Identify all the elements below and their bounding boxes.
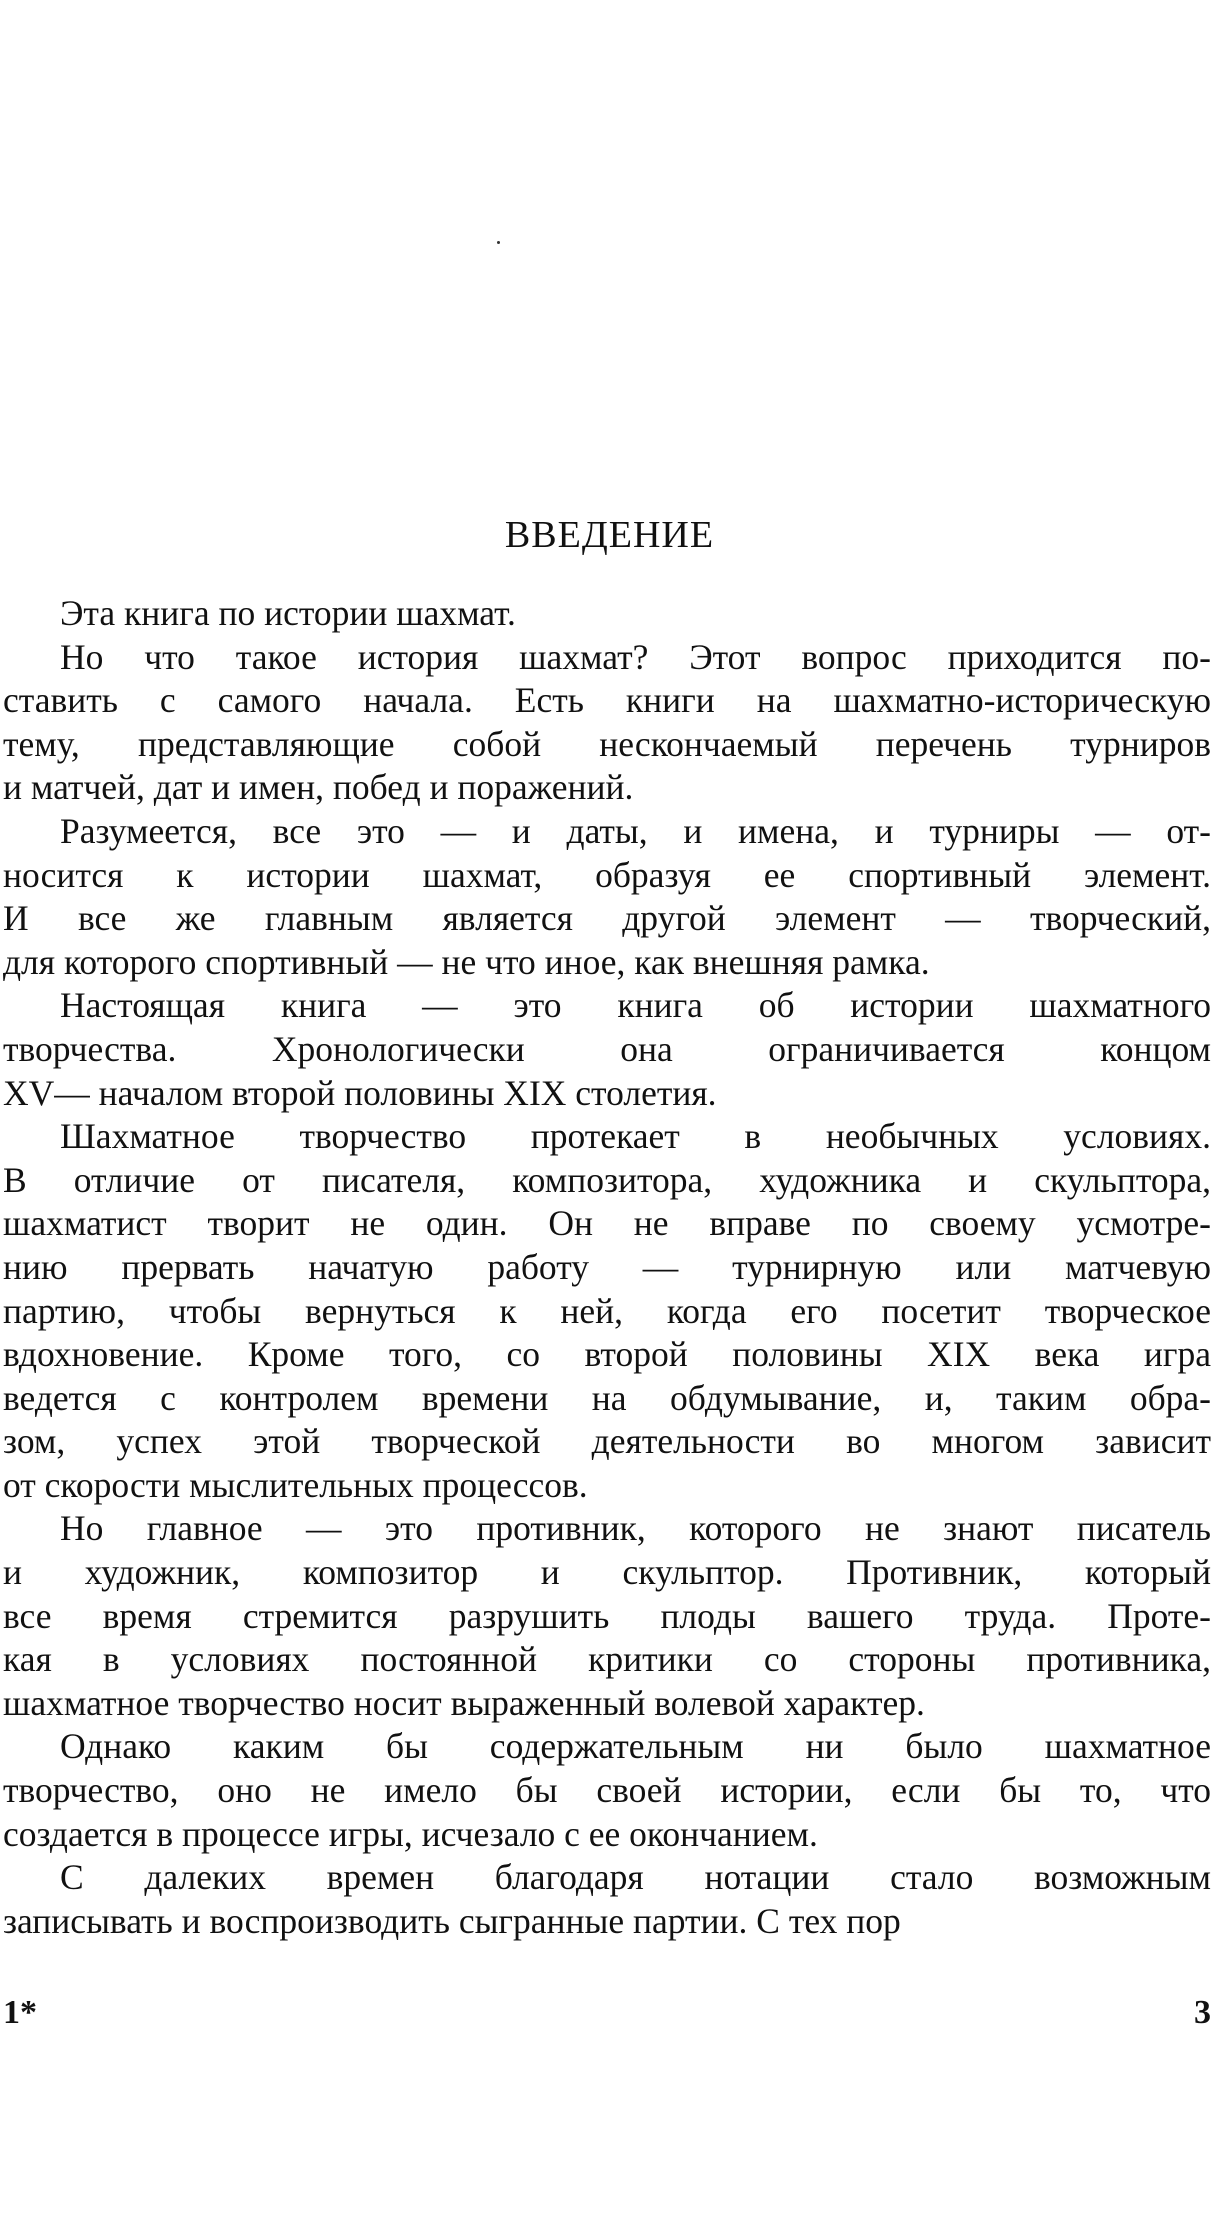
text-line: кая в условиях постоянной критики со стороны противника,	[3, 1639, 1211, 1680]
text-line: носится к истории шахмат, образуя ее спортивный элемент.	[3, 854, 1211, 895]
print-speck	[497, 241, 500, 244]
page-footer	[0, 1994, 1219, 2044]
paragraph	[3, 984, 1211, 1115]
text-line: Шахматное творчество протекает в необычных условиях.	[60, 1116, 1211, 1157]
text-line: творчество, оно не имело бы своей истории, если бы то, что	[3, 1770, 1211, 1811]
text-line: зом, успех этой творческой деятельности во многом зависит	[3, 1421, 1211, 1462]
body-text	[3, 592, 1211, 1943]
text-line: Однако каким бы содержательным ни было шахматное	[60, 1726, 1211, 1767]
text-line: шахматное творчество носит выраженный волевой характер.	[3, 1682, 925, 1723]
chapter-heading: ВВЕДЕНИЕ	[504, 514, 715, 556]
text-line: все время стремится разрушить плоды вашего труда. Проте-	[3, 1595, 1211, 1636]
text-line: ведется с контролем времени на обдумывание, и, таким обра-	[3, 1377, 1211, 1418]
text-line: создается в процессе игры, исчезало с ее окончанием.	[3, 1813, 818, 1854]
text-line: В отличие от писателя, композитора, художника и скульптора,	[3, 1159, 1211, 1200]
text-line: Эта книга по истории шахмат.	[60, 593, 516, 633]
text-line: Но что такое история шахмат? Этот вопрос приходится по-	[60, 636, 1211, 677]
text-line: для которого спортивный — не что иное, как внешняя рамка.	[3, 941, 930, 982]
text-line: творчества. Хронологически она ограничивается концом	[3, 1028, 1211, 1069]
text-line: и художник, композитор и скульптор. Противник, который	[3, 1552, 1211, 1593]
text-line: Но главное — это противник, которого не знают писатель	[60, 1508, 1211, 1549]
text-line: тему, представляющие собой нескончаемый перечень турниров	[3, 723, 1211, 764]
text-line: от скорости мыслительных процессов.	[3, 1464, 588, 1505]
paragraph	[3, 1115, 1211, 1507]
text-line: ставить с самого начала. Есть книги на шахматно-историческую	[3, 680, 1211, 721]
text-line: партию, чтобы вернуться к ней, когда его посетит творческое	[3, 1290, 1211, 1331]
paragraph	[3, 1725, 1211, 1856]
paragraph	[3, 592, 1211, 636]
text-line: нию прервать начатую работу — турнирную или матчевую	[3, 1246, 1211, 1287]
paragraph	[3, 1856, 1211, 1943]
text-line: вдохновение. Кроме того, со второй половины XIX века игра	[3, 1334, 1211, 1375]
page-number: 3	[1194, 1994, 1211, 2031]
text-line: С далеких времен благодаря нотации стало возможным	[60, 1857, 1211, 1898]
text-line: шахматист творит не один. Он не вправе по своему усмотре-	[3, 1203, 1211, 1244]
text-line: Разумеется, все это — и даты, и имена, и турниры — от-	[60, 810, 1211, 851]
text-line: записывать и воспроизводить сыгранные партии. С тех пор	[3, 1900, 901, 1941]
paragraph	[3, 810, 1211, 984]
text-line: И все же главным является другой элемент — творческий,	[3, 898, 1211, 939]
text-line: Настоящая книга — это книга об истории шахматного	[60, 985, 1211, 1026]
signature-mark: 1*	[3, 1994, 37, 2031]
paragraph	[3, 636, 1211, 810]
text-line: XV— началом второй половины XIX столетия.	[3, 1072, 717, 1113]
text-line: и матчей, дат и имен, побед и поражений.	[3, 767, 634, 808]
paragraph	[3, 1507, 1211, 1725]
